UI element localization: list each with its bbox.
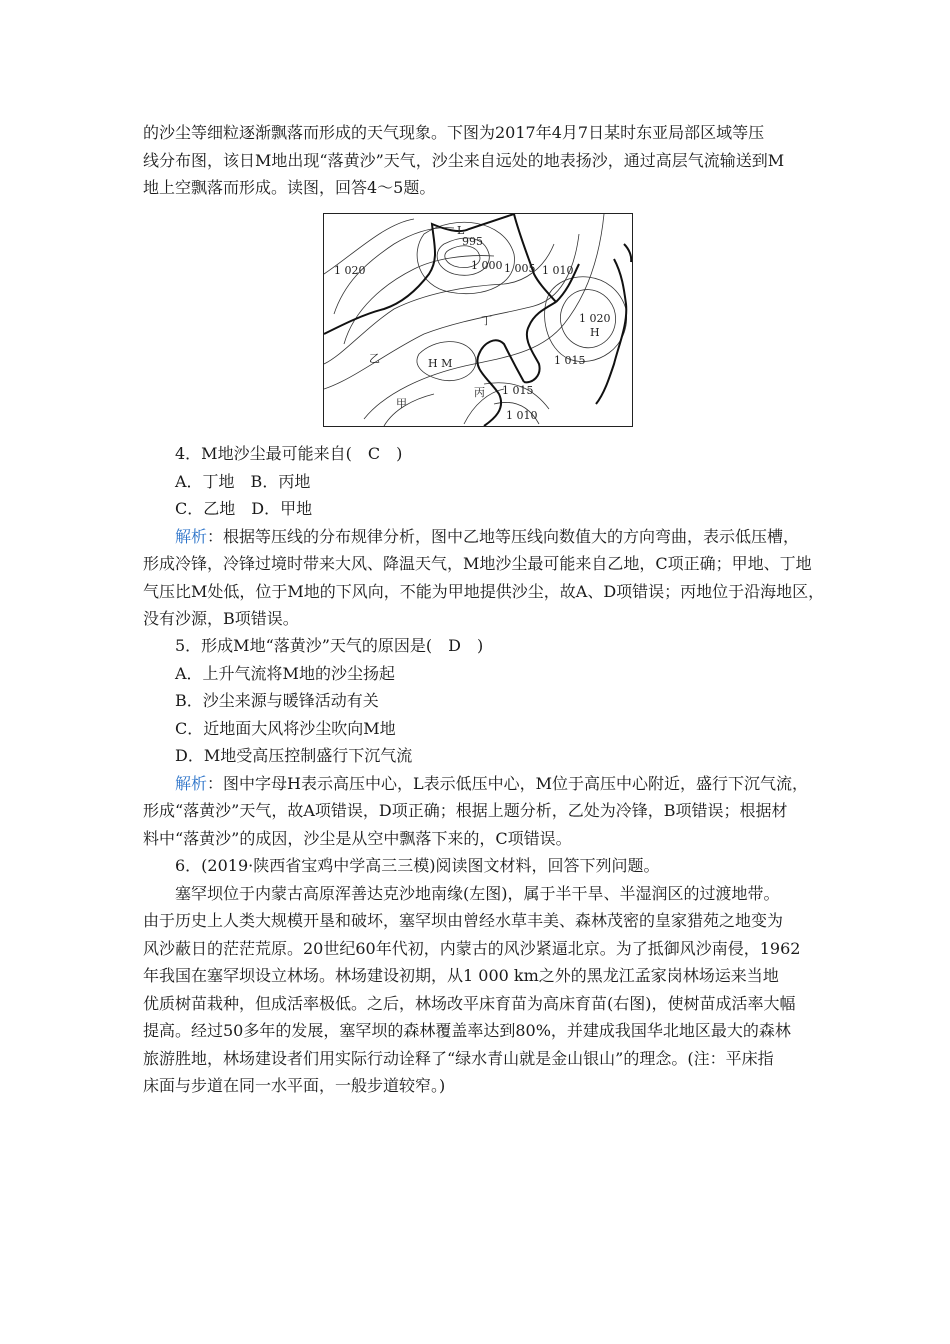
question-5-analysis-line: 形成“落黄沙”天气，故A项错误，D项正确；根据上题分析，乙处为冷锋，B项错误；根据材	[143, 801, 788, 820]
intro-paragraph	[143, 119, 815, 202]
border-line	[514, 214, 556, 302]
analysis-label: 解析	[175, 773, 208, 793]
question-4	[143, 440, 825, 633]
question-5-analysis-line	[143, 770, 815, 798]
analysis-text: ：根据等压线的分布规律分析，图中乙地等压线向数值大的方向弯曲，表示低压槽，	[207, 526, 800, 546]
intro-line: 线分布图，该日M地出现“落黄沙”天气，沙尘来自远处的地表扬沙，通过高层气流输送到M	[143, 150, 785, 170]
question-5-stem-prefix: 5．形成M地“落黄沙”天气的原因是(	[175, 636, 449, 655]
question-6-paragraph-line: 风沙蔽日的茫茫荒原。20世纪60年代初，内蒙古的风沙紧逼北京。为了抵御风沙南侵，1962	[143, 938, 801, 958]
label-jia: 甲	[396, 397, 407, 410]
label-ding: 丁	[481, 314, 492, 327]
label-1015-south: 1 015	[502, 384, 534, 397]
question-6-paragraph-line: 塞罕坝位于内蒙古高原浑善达克沙地南缘(左图)，属于半干旱、半湿润区的过渡地带。	[175, 883, 780, 903]
question-4-option-line: A．丁地 B．丙地	[175, 471, 311, 491]
question-4-stem-prefix: 4．M地沙尘最可能来自(	[175, 444, 368, 463]
border-line	[596, 259, 626, 404]
question-5-option: D．M地受高压控制盛行下沉气流	[175, 746, 413, 765]
label-1005: 1 005	[504, 262, 536, 275]
border-line	[624, 244, 631, 262]
question-4-analysis-line: 形成冷锋，冷锋过境时带来大风、降温天气，M地沙尘最可能来自乙地，C项正确；甲地、丁地	[143, 554, 812, 573]
question-4-option-line: C．乙地 D．甲地	[175, 499, 313, 518]
question-5-option: B．沙尘来源与暖锋活动有关	[175, 691, 379, 710]
analysis-label: 解析	[175, 526, 208, 546]
question-6-paragraph-line: 床面与步道在同一水平面，一般步道较窄。)	[143, 1076, 446, 1095]
intro-line: 地上空飘落而形成。读图，回答4～5题。	[143, 178, 436, 197]
intro-line: 的沙尘等细粒逐渐飘落而形成的天气现象。下图为2017年4月7日某时东亚局部区域等压	[143, 123, 765, 142]
isobar-map	[323, 213, 633, 427]
label-yi: 乙	[369, 352, 380, 365]
analysis-text: ：图中字母H表示高压中心，L表示低压中心，M位于高压中心附近，盛行下沉气流，	[207, 773, 808, 793]
isobar-line	[384, 394, 434, 426]
question-4-analysis-line: 气压比M处低，位于M地的下风向，不能为甲地提供沙尘，故A、D项错误；丙地位于沿海地区，	[143, 581, 825, 601]
question-5-stem-suffix: )	[461, 636, 484, 655]
question-5-stem	[143, 632, 815, 660]
question-5-option: C．近地面大风将沙尘吹向M地	[175, 718, 396, 738]
question-5-option: A．上升气流将M地的沙尘扬起	[175, 663, 395, 683]
label-1000: 1 000	[471, 259, 503, 272]
question-6-paragraph-line: 年我国在塞罕坝设立林场。林场建设初期，从1 000 km之外的黑龙江孟家岗林场运来当地	[143, 966, 779, 985]
question-6-paragraph-line: 由于历史上人类大规模开垦和破坏，塞罕坝由曾经水草丰美、森林茂密的皇家猎苑之地变为	[143, 911, 784, 930]
question-5-answer: D	[448, 636, 461, 655]
label-L: L	[457, 224, 465, 237]
question-4-stem-suffix: )	[380, 444, 403, 463]
question-6-paragraph-line: 旅游胜地，林场建设者们用实际行动诠释了“绿水青山就是金山银山”的理念。(注：平床指	[143, 1048, 774, 1068]
label-H-M: H M	[428, 357, 453, 370]
question-6-stem: 6．(2019·陕西省宝鸡中学高三三模)阅读图文材料，回答下列问题。	[175, 856, 660, 875]
question-5-analysis-line: 料中“落黄沙”的成因，沙尘是从空中飘落下来的，C项错误。	[143, 828, 572, 848]
isobar-line	[417, 222, 514, 293]
question-6-paragraph-line: 优质树苗栽种，但成活率极低。之后，林场改平床育苗为高床育苗(右图)，使树苗成活率大幅	[143, 993, 796, 1013]
label-1020-west: 1 020	[334, 264, 366, 277]
label-1010-south: 1 010	[506, 409, 538, 422]
label-1015-east: 1 015	[554, 354, 586, 367]
question-6	[143, 852, 815, 1100]
question-4-answer: C	[367, 444, 381, 463]
label-H-east: H	[590, 326, 600, 339]
label-995: 995	[462, 235, 483, 248]
isobar-map-svg	[324, 214, 632, 426]
question-4-stem	[143, 440, 815, 468]
question-4-analysis-line	[143, 523, 815, 551]
question-4-analysis-line: 没有沙源，B项错误。	[143, 609, 299, 628]
question-5	[143, 632, 815, 852]
label-bing: 丙	[474, 386, 485, 399]
label-1010-north: 1 010	[542, 264, 574, 277]
question-6-paragraph-line: 提高。经过50多年的发展，塞罕坝的森林覆盖率达到80%，并建成我国华北地区最大的森林	[143, 1021, 791, 1040]
label-1020-high: 1 020	[579, 312, 611, 325]
